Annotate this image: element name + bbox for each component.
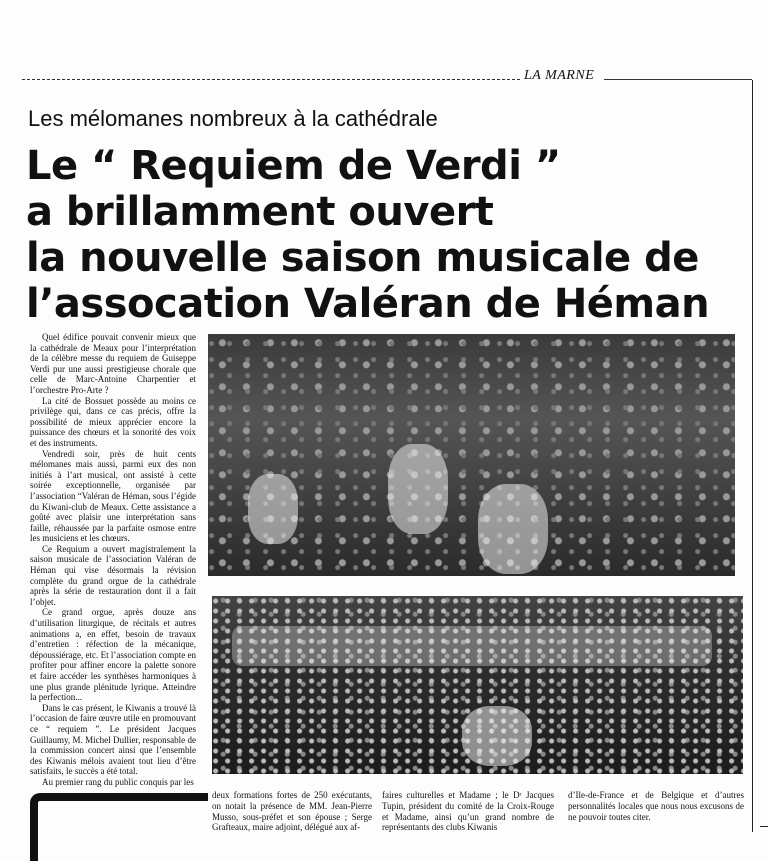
headline-line: Le “ Requiem de Verdi ” <box>26 143 561 189</box>
orchestra-photo <box>212 596 743 774</box>
paragraph: La cité de Bossuet possède au moins ce privilège qui, dans ce cas précis, offre la possibilité de mieux apprécier encore la puissance des chœurs et la sonorité des voix et des instruments. <box>30 395 196 448</box>
kicker: Les mélomanes nombreux à la cathédrale <box>28 106 438 131</box>
photo-highlight <box>232 626 712 666</box>
article-body <box>30 332 196 788</box>
decorative-frame <box>30 793 208 861</box>
audience-photo <box>208 334 735 576</box>
paragraph: Ce grand orgue, après douze ans d’utilisation liturgique, de récitals et autres animations a, en effet, besoin de travaux d’entretien : réfection de la mécanique, dépoussiérage, etc. Et l’association compte en profiter pour affiner encore la palette sonore et faire accéder les synthèses harmoniques à une plus grande plénitude lyrique. Atteindre la perfection... <box>30 607 196 703</box>
frame-border <box>760 826 768 827</box>
paragraph: Ce Requium a ouvert magistralement la saison musicale de l’association Valéran de Héman qui vise désormais la révision complète du grand orgue de la cathédrale après la série de restauration dont il a fait l’objet. <box>30 543 196 607</box>
paragraph: Au premier rang du public conquis par les <box>42 776 194 787</box>
section-label: LA MARNE <box>524 68 595 83</box>
headline-line: la nouvelle saison musicale de <box>26 235 699 281</box>
paragraph: Dans le cas présent, le Kiwanis a trouvé là l’occasion de faire œuvre utile en promouvant ce “ requiem ”. Le président Jacques Guillaumy, M. Michel Dullier, responsable de la commission concert ainsi que l’ensemble des Kiwanis mélois avaient tout lieu d’être satisfaits, le succès a été total. <box>30 702 196 777</box>
article-column: faires culturelles et Madame ; le Dʳ Jacques Tupin, président du comité de la Croix-Rouge et Madame, ainsi qu’un grand nombre de représentants des clubs Kiwanis <box>382 790 554 833</box>
photo-highlight <box>388 444 448 534</box>
photo-highlight <box>462 706 532 766</box>
paragraph: Vendredi soir, près de huit cents mélomanes mais aussi, parmi eux des non initiés à l’art musical, ont assisté à cette soirée exceptionnelle, organisée par l’association “Valéran de Héman, sous l’égide du Kiwani-club de Meaux. Cette assistance a goûté avec plaisir une interprétation sans faille, réhaussée par la parfaite osmose entre les musiciens et les chœurs. <box>30 448 196 544</box>
paragraph: Quel édifice pouvait convenir mieux que la cathédrale de Meaux pour l’interprétation de la célèbre messe du requiem de Guiseppe Verdi pur une aussi prestigieuse chorale que celle de Marc-Antoine Charpentier et l’orchestre Pro-Arte ? <box>30 332 196 395</box>
article-column: d’Ile-de-France et de Belgique et d’autres personnalités locales que nous nous excusons de ne pouvoir toutes citer. <box>568 790 744 822</box>
photo-highlight <box>248 474 298 544</box>
frame-border <box>752 80 753 832</box>
headline-line: l’assocation Valéran de Héman <box>26 281 710 327</box>
photo-highlight <box>478 484 548 574</box>
section-rule <box>22 79 520 80</box>
headline-line: a brillamment ouvert <box>26 189 494 235</box>
section-rule <box>604 79 752 80</box>
article-column: deux formations fortes de 250 exécutants, on notait la présence de MM. Jean-Pierre Musso, sous-préfet et son épouse ; Serge Grafteaux, maire adjoint, délégué aux af- <box>212 790 372 833</box>
